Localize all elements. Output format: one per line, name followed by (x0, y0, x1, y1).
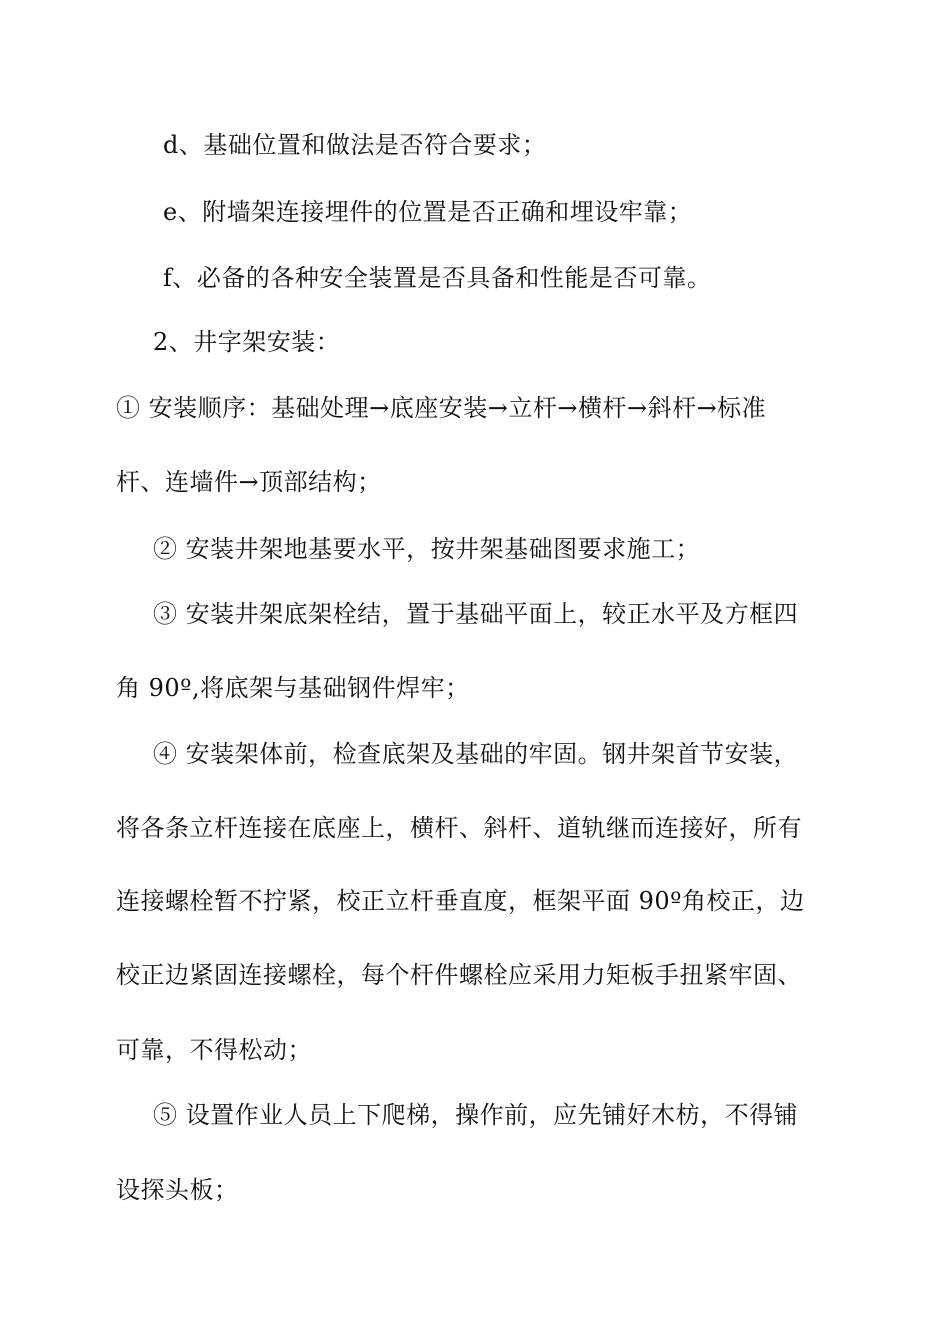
text-line-item-d: d、基础位置和做法是否符合要求； (163, 131, 547, 159)
text-line-item-e: e、附墙架连接埋件的位置是否正确和埋设牢靠； (163, 198, 693, 226)
paragraph-3-line-1: ③ 安装井架底架栓结，置于基础平面上，较正水平及方框四 (153, 600, 799, 628)
text-line-item-f: f、必备的各种安全装置是否具备和性能是否可靠。 (163, 264, 712, 292)
paragraph-1-line-2: 杆、连墙件→顶部结构； (116, 468, 382, 496)
paragraph-4-line-4: 校正边紧固连接螺栓，每个杆件螺栓应采用力矩板手扭紧牢固、 (116, 961, 802, 989)
paragraph-3-line-2: 角 90º,将底架与基础钢件焊牢； (116, 674, 470, 702)
paragraph-4-line-1: ④ 安装架体前，检查底架及基础的牢固。钢井架首节安装， (153, 740, 799, 768)
section-heading: 2、井字架安装： (153, 328, 341, 356)
paragraph-4-line-3: 连接螺栓暂不拧紧，校正立杆垂直度，框架平面 90º角校正，边 (116, 887, 805, 915)
paragraph-2-line-1: ② 安装井架地基要水平，按井架基础图要求施工； (153, 535, 701, 563)
paragraph-4-line-5: 可靠，不得松动； (116, 1036, 312, 1064)
paragraph-5-line-1: ⑤ 设置作业人员上下爬梯，操作前，应先铺好木枋，不得铺 (153, 1101, 799, 1129)
paragraph-1-line-1: ① 安装顺序：基础处理→底座安装→立杆→横杆→斜杆→标准 (116, 394, 767, 422)
paragraph-4-line-2: 将各条立杆连接在底座上，横杆、斜杆、道轨继而连接好，所有 (116, 814, 802, 842)
paragraph-5-line-2: 设探头板； (116, 1176, 239, 1204)
